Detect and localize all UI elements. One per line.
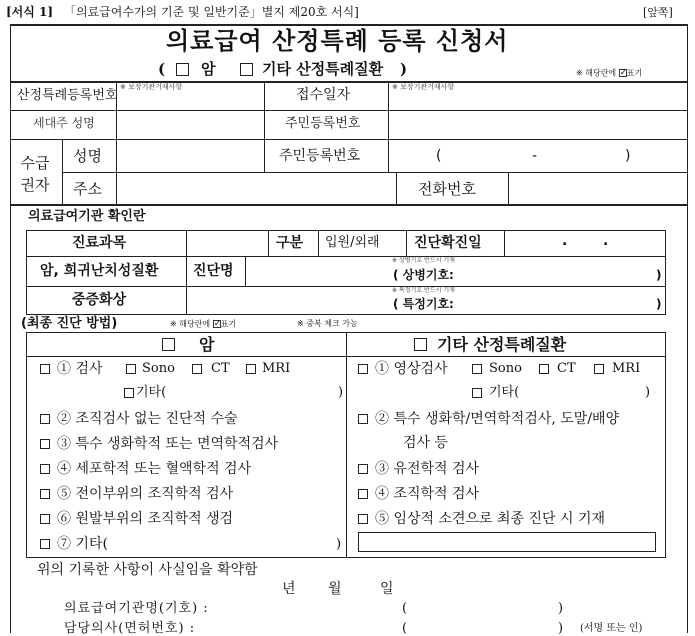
cancer-item-7: ⑦ 기타( xyxy=(57,536,108,552)
category-label: 구분 xyxy=(276,235,304,251)
phone-label: 전화번호 xyxy=(418,180,476,198)
diagnosis-date-label: 진단확진일 xyxy=(414,235,482,251)
confirm-section-title: 의료급여기관 확인란 xyxy=(28,209,146,224)
receipt-date-field[interactable] xyxy=(392,96,682,108)
reg-number-label: 산정특례등록번호 xyxy=(17,88,118,103)
other-column-header: 기타 산정특례질환 xyxy=(437,335,567,354)
resident-number-field[interactable] xyxy=(445,143,621,169)
cancer-ct-checkbox[interactable] xyxy=(192,364,202,374)
receipt-date-label: 접수일자 xyxy=(296,87,351,103)
page-title: 의료급여 산정특례 등록 신청서 xyxy=(166,26,509,55)
cancer-item-6-checkbox[interactable] xyxy=(40,514,50,524)
other-item-5-checkbox[interactable] xyxy=(358,514,368,524)
method-note-2: ※ 중복 체크 가능 xyxy=(297,319,358,328)
cancer-item-3: ③ 특수 생화학적 또는 면역학적검사 xyxy=(57,436,279,452)
institution-field[interactable] xyxy=(410,600,554,616)
category-value[interactable]: 입원/외래 xyxy=(325,235,380,250)
cancer-item-5: ⑤ 전이부위의 조직학적 검사 xyxy=(57,486,234,502)
other-item-4: ④ 조직학적 검사 xyxy=(375,486,480,502)
cancer-item-1: ① 검사 xyxy=(57,361,103,377)
name-field[interactable] xyxy=(118,141,262,170)
cancer-mri-checkbox[interactable] xyxy=(246,364,256,374)
cancer-item-5-checkbox[interactable] xyxy=(40,489,50,499)
diagnosis-name-field[interactable] xyxy=(247,258,387,284)
other-item-2-cont: 검사 등 xyxy=(403,435,449,451)
other-ct-checkbox[interactable] xyxy=(539,364,549,374)
other-sono-checkbox[interactable] xyxy=(472,364,482,374)
special-code-label: ( 특정기호: xyxy=(393,297,454,311)
other-mri-checkbox[interactable] xyxy=(594,364,604,374)
cancer-sono-checkbox[interactable] xyxy=(126,364,136,374)
cancer-item-7-checkbox[interactable] xyxy=(40,539,50,549)
form-ref-text: 「의료급여수가의 기준 및 일반기준」별지 제20호 서식] xyxy=(64,5,359,19)
special-code-note: ※ 특정기호 반드시 기재 xyxy=(392,287,455,294)
head-name-label: 세대주 성명 xyxy=(33,116,95,130)
agency-note-2: ※ 보장기관기재사항 xyxy=(392,83,455,91)
cancer-other-exam-checkbox[interactable] xyxy=(124,388,134,398)
burn-label: 중증화상 xyxy=(72,292,127,308)
form-ref-bracket: [서식 1] xyxy=(6,5,54,19)
cancer-item-4: ④ 세포학적 또는 혈액학적 검사 xyxy=(57,461,252,477)
cancer-type-checkbox[interactable] xyxy=(176,63,189,76)
diagnosis-name-label: 진단명 xyxy=(193,263,234,279)
resident-number-label-2: 주민등록번호 xyxy=(279,148,361,164)
confirmation-statement: 위의 기록한 사항이 사실임을 확약함 xyxy=(37,562,258,578)
phone-field[interactable] xyxy=(510,174,684,202)
other-other-exam-checkbox[interactable] xyxy=(472,388,482,398)
reg-number-field[interactable] xyxy=(120,96,260,108)
dept-label: 진료과목 xyxy=(72,235,127,251)
clinical-opinion-field[interactable] xyxy=(358,532,656,552)
method-section-title: (최종 진단 방법) xyxy=(21,316,118,331)
other-other-exam-field[interactable] xyxy=(522,385,642,401)
disease-code-note: ※ 상병기호 반드시 기재 xyxy=(392,257,455,264)
head-resident-number-field[interactable] xyxy=(390,112,684,137)
cancer-item-2-checkbox[interactable] xyxy=(40,414,50,424)
address-label: 주소 xyxy=(73,180,102,198)
name-label: 성명 xyxy=(73,147,102,165)
institution-label: 의료급여기관명(기호) : xyxy=(64,601,209,616)
check-note: ※ 해당란에 ✓ 표기 xyxy=(576,69,642,78)
cancer-other-exam-field[interactable] xyxy=(170,385,336,401)
other-item-3: ③ 유전학적 검사 xyxy=(375,461,480,477)
address-field[interactable] xyxy=(118,174,394,202)
recipient-label: 수급권자 xyxy=(20,154,50,194)
disease-code-label: ( 상병기호: xyxy=(393,268,454,282)
cancer-column-checkbox[interactable] xyxy=(162,338,175,351)
cancer-other-field[interactable] xyxy=(122,536,334,552)
doctor-label: 담당의사(면허번호) : xyxy=(64,621,196,636)
diagnosis-date-field[interactable] xyxy=(506,232,664,254)
cancer-column-header: 암 xyxy=(199,335,215,354)
side-label: [앞쪽] xyxy=(643,6,673,19)
other-item-2: ② 특수 생화학/면역학적검사, 도말/배양 xyxy=(375,411,620,427)
sign-label: (서명 또는 인) xyxy=(580,623,643,634)
other-item-5: ⑤ 임상적 소견으로 최종 진단 시 기재 xyxy=(375,511,606,527)
other-item-1-checkbox[interactable] xyxy=(358,364,368,374)
cancer-item-4-checkbox[interactable] xyxy=(40,464,50,474)
check-mark-icon xyxy=(619,69,627,77)
other-column-checkbox[interactable] xyxy=(414,338,427,351)
doctor-field[interactable] xyxy=(410,620,554,633)
other-item-4-checkbox[interactable] xyxy=(358,489,368,499)
other-disease-type-checkbox[interactable] xyxy=(240,63,253,76)
special-code-field[interactable] xyxy=(468,296,652,312)
other-item-2-checkbox[interactable] xyxy=(358,414,368,424)
agency-note: ※ 보장기관기재사항 xyxy=(120,83,183,91)
disease-code-field[interactable] xyxy=(468,266,652,282)
dept-field[interactable] xyxy=(188,232,266,254)
check-mark-icon xyxy=(213,320,221,328)
cancer-item-3-checkbox[interactable] xyxy=(40,439,50,449)
other-item-3-checkbox[interactable] xyxy=(358,464,368,474)
cancer-item-6: ⑥ 원발부위의 조직학적 생검 xyxy=(57,511,234,527)
cancer-item-2: ② 조직검사 없는 진단적 수술 xyxy=(57,411,238,427)
cancer-item-1-checkbox[interactable] xyxy=(40,364,50,374)
method-note-1: ※ 해당란에 ✓ 표기 xyxy=(170,320,236,329)
head-name-field[interactable] xyxy=(118,112,262,137)
other-item-1: ① 영상검사 xyxy=(375,361,448,377)
cancer-rare-label: 암, 희귀난치성질환 xyxy=(40,263,159,279)
resident-number-label: 주민등록번호 xyxy=(285,116,361,131)
